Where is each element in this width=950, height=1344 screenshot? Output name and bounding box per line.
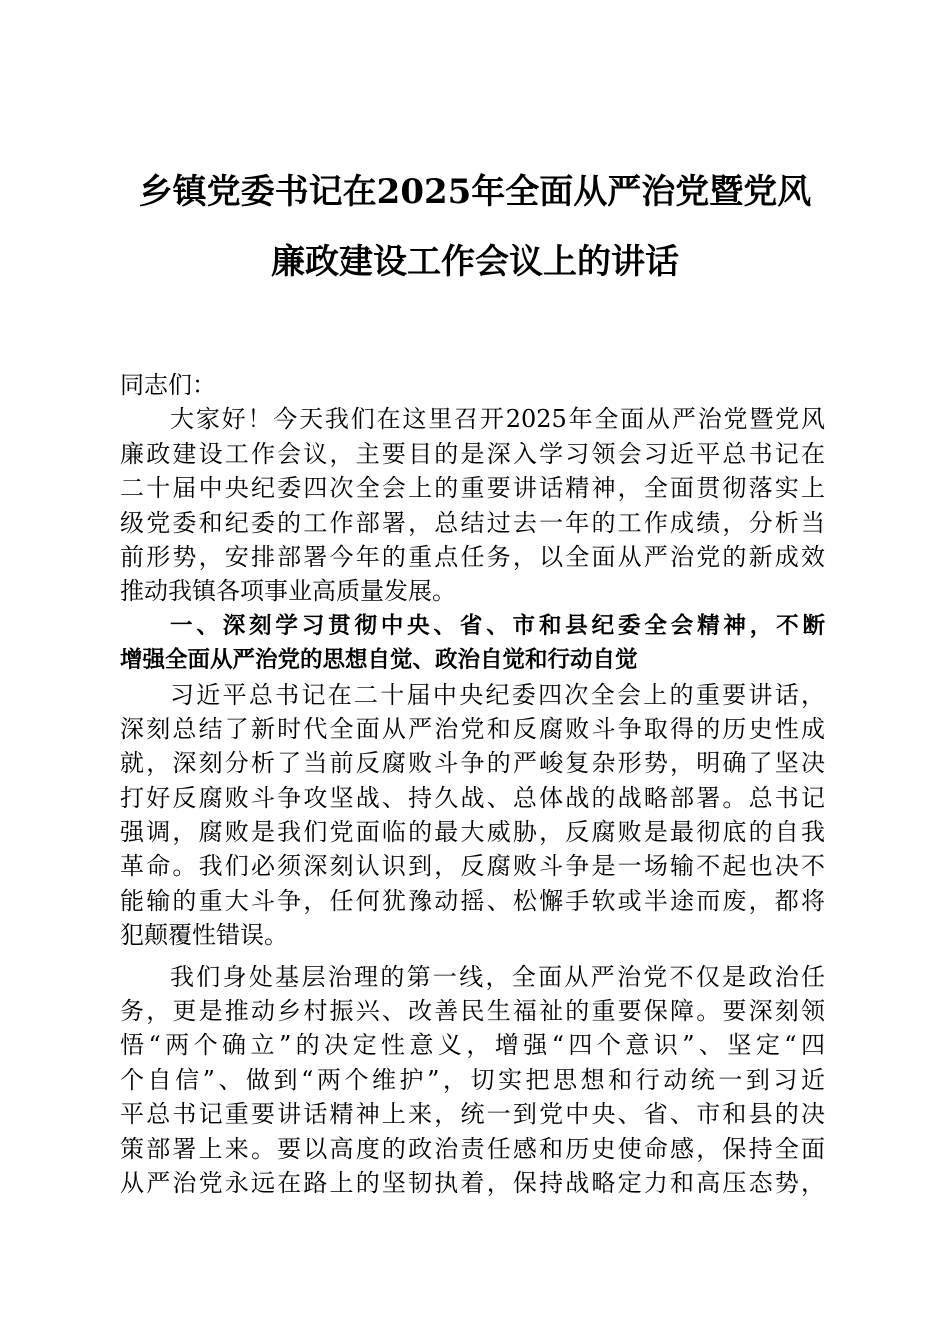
paragraph-line: 务，更是推动乡村振兴、改善民生福祉的重要保障。要深刻领 xyxy=(120,997,825,1026)
section-heading-1 xyxy=(120,609,825,678)
paragraph-line: 从严治党永远在路上的坚韧执着，保持战略定力和高压态势， xyxy=(120,1168,825,1197)
heading-line: 增强全面从严治党的思想自觉、政治自觉和行动自觉 xyxy=(120,647,638,674)
paragraph-line: 策部署上来。要以高度的政治责任感和历史使命感，保持全面 xyxy=(120,1134,825,1163)
paragraph-line: 悟“两个确立”的决定性意义，增强“四个意识”、坚定“四 xyxy=(120,1031,825,1060)
paragraph-1 xyxy=(120,402,825,608)
paragraph-line: 推动我镇各项事业高质量发展。 xyxy=(120,577,456,606)
paragraph-2 xyxy=(120,678,825,953)
paragraph-line: 廉政建设工作会议，主要目的是深入学习领会习近平总书记在 xyxy=(120,439,825,468)
paragraph-line: 犯颠覆性错误。 xyxy=(120,921,288,950)
paragraph-line: 就，深刻分析了当前反腐败斗争的严峻复杂形势，明确了坚决 xyxy=(120,749,825,778)
paragraph-line: 二十届中央纪委四次全会上的重要讲话精神，全面贯彻落实上 xyxy=(120,474,825,503)
paragraph-line: 能输的重大斗争，任何犹豫动摇、松懈手软或半途而废，都将 xyxy=(120,886,825,915)
paragraph-spacer xyxy=(120,953,825,960)
paragraph-line: 大家好！今天我们在这里召开2025年全面从严治党暨党风 xyxy=(170,405,825,434)
salutation: 同志们： xyxy=(120,371,216,399)
heading-line: 一、深刻学习贯彻中央、省、市和县纪委全会精神，不断 xyxy=(170,612,825,639)
paragraph-line: 习近平总书记在二十届中央纪委四次全会上的重要讲话， xyxy=(170,680,825,709)
paragraph-line: 我们身处基层治理的第一线，全面从严治党不仅是政治任 xyxy=(170,962,825,991)
paragraph-line: 级党委和纪委的工作部署，总结过去一年的工作成绩，分析当 xyxy=(120,508,825,537)
paragraph-3 xyxy=(120,960,825,1201)
paragraph-line: 个自信”、做到“两个维护”，切实把思想和行动统一到习近 xyxy=(120,1065,825,1094)
document-title-line-1: 乡镇党委书记在2025年全面从严治党暨党风 xyxy=(138,172,812,212)
document-title-line-2: 廉政建设工作会议上的讲话 xyxy=(271,242,679,282)
document-body xyxy=(120,368,825,1200)
paragraph-line: 前形势，安排部署今年的重点任务，以全面从严治党的新成效 xyxy=(120,542,825,571)
paragraph-line: 打好反腐败斗争攻坚战、持久战、总体战的战略部署。总书记 xyxy=(120,783,825,812)
paragraph-line: 强调，腐败是我们党面临的最大威胁，反腐败是最彻底的自我 xyxy=(120,818,825,847)
paragraph-line: 革命。我们必须深刻认识到，反腐败斗争是一场输不起也决不 xyxy=(120,852,825,881)
paragraph-line: 平总书记重要讲话精神上来，统一到党中央、省、市和县的决 xyxy=(120,1100,825,1129)
paragraph-line: 深刻总结了新时代全面从严治党和反腐败斗争取得的历史性成 xyxy=(120,714,825,743)
